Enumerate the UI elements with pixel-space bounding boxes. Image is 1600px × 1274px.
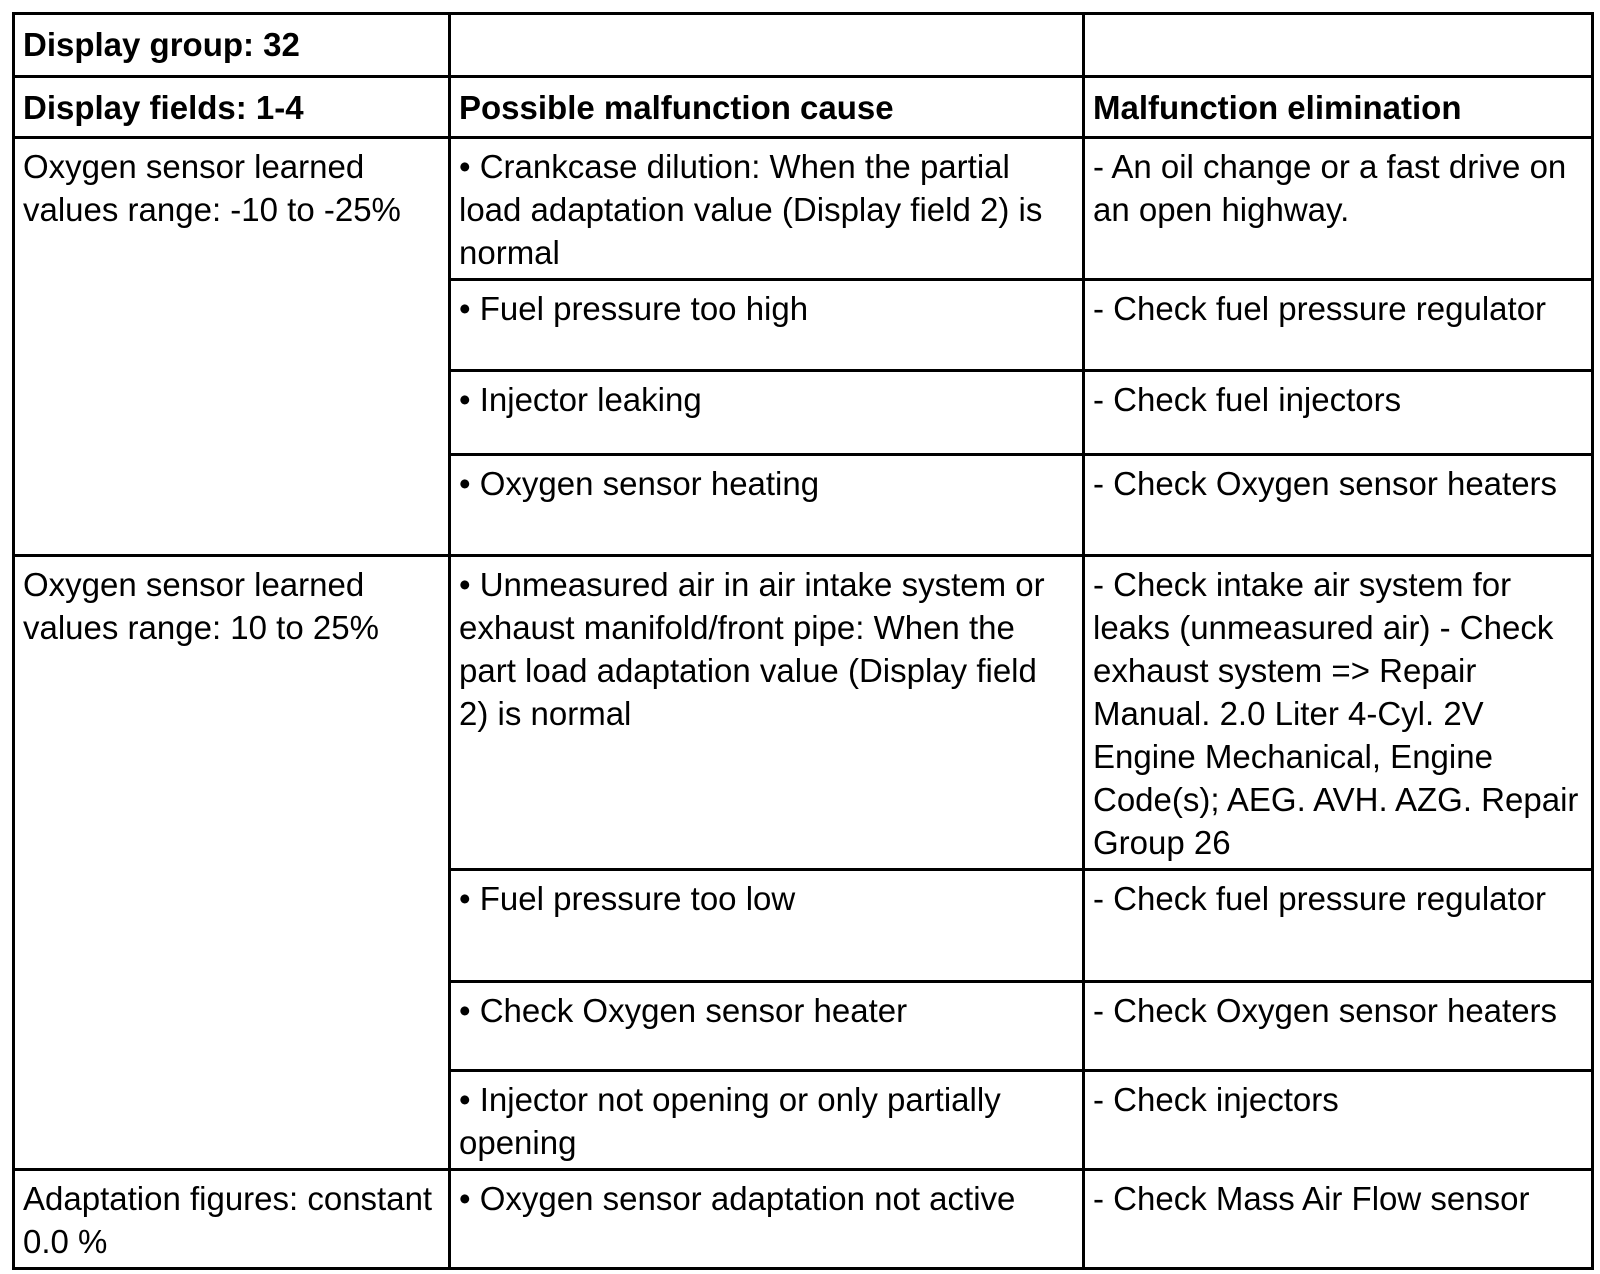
table-row [14,1170,1593,1269]
elimination-cell: - Check injectors [1084,1071,1593,1170]
elimination-column-header: Malfunction elimination [1084,77,1593,138]
empty-cell [450,14,1084,77]
condition-cell: Adaptation figures: constant 0.0 % [14,1170,450,1269]
diagnostic-table [12,12,1594,1270]
elimination-cell: - Check Mass Air Flow sensor [1084,1170,1593,1269]
cause-cell: • Oxygen sensor adaptation not active [450,1170,1084,1269]
cause-cell: • Injector not opening or only partially opening [450,1071,1084,1170]
display-group-cell: Display group: 32 [14,14,450,77]
table-row [14,138,1593,280]
cause-cell: • Fuel pressure too low [450,870,1084,982]
cause-column-header: Possible malfunction cause [450,77,1084,138]
condition-cell: Oxygen sensor learned values range: 10 to 25% [14,556,450,1170]
cause-cell: • Injector leaking [450,371,1084,455]
elimination-cell: - An oil change or a fast drive on an open highway. [1084,138,1593,280]
table-row [14,556,1593,870]
empty-cell [1084,14,1593,77]
cause-cell: • Unmeasured air in air intake system or exhaust manifold/front pipe: When the part load adaptation value (Display field 2) is normal [450,556,1084,870]
cause-cell: • Crankcase dilution: When the partial load adaptation value (Display field 2) is normal [450,138,1084,280]
display-fields-header: Display fields: 1-4 [14,77,450,138]
cause-cell: • Oxygen sensor heating [450,455,1084,556]
table-row [14,14,1593,77]
header-row [14,77,1593,138]
condition-cell: Oxygen sensor learned values range: -10 to -25% [14,138,450,556]
elimination-cell: - Check fuel pressure regulator [1084,870,1593,982]
elimination-cell: - Check fuel injectors [1084,371,1593,455]
elimination-cell: - Check Oxygen sensor heaters [1084,455,1593,556]
elimination-cell: - Check Oxygen sensor heaters [1084,982,1593,1071]
cause-cell: • Fuel pressure too high [450,280,1084,371]
cause-cell: • Check Oxygen sensor heater [450,982,1084,1071]
elimination-cell: - Check intake air system for leaks (unmeasured air) - Check exhaust system => Repair Manual. 2.0 Liter 4-Cyl. 2V Engine Mechanical, Engine Code(s); AEG. AVH. AZG. Repair Group 26 [1084,556,1593,870]
elimination-cell: - Check fuel pressure regulator [1084,280,1593,371]
